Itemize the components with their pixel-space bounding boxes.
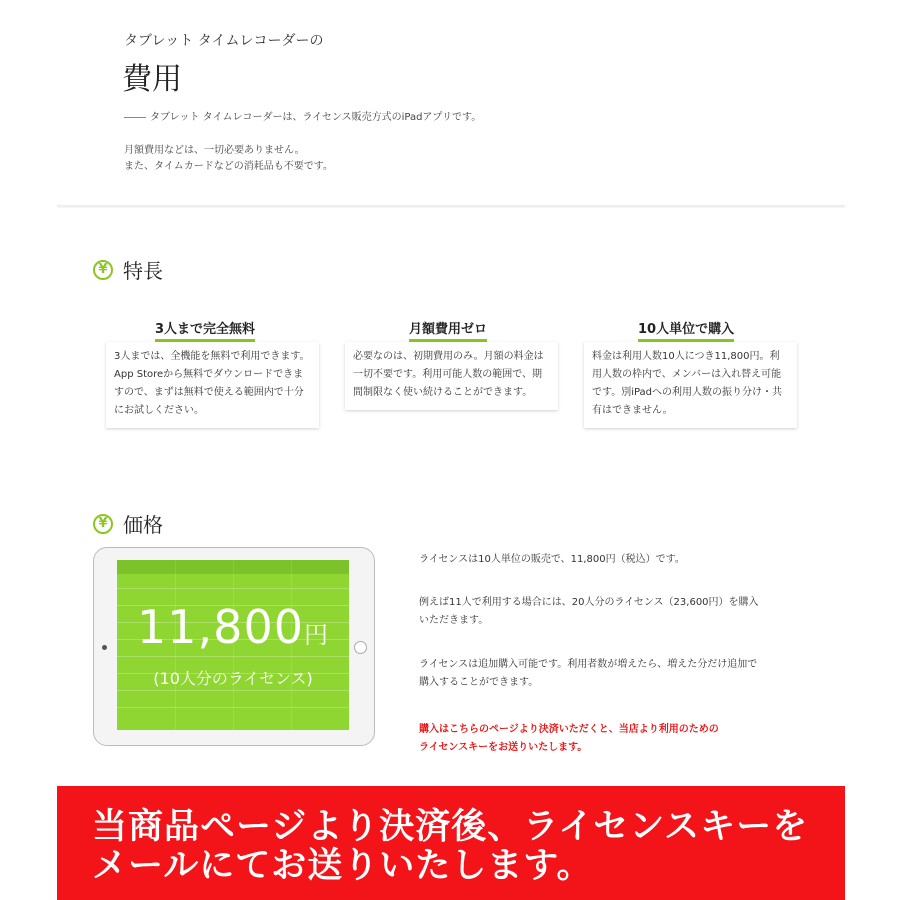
feature-card-10-units: 料金は利用人数10人につき11,800円。利用人数の枠内で、メンバーは入れ替え可能です。別iPadへの利用人数の振り分け・共有はできません。 (584, 342, 797, 428)
banner-text (92, 808, 808, 886)
yen-circle-icon: ¥ (93, 260, 113, 280)
intro-line-1: 月額費用などは、一切必要ありません。 (124, 145, 305, 156)
yen-circle-icon: ¥ (93, 514, 113, 534)
purchase-note-line-2: ライセンスキーをお送りいたします。 (419, 742, 588, 753)
section-divider (57, 205, 845, 208)
price-paragraph-3-line-2: 購入することができます。 (419, 677, 539, 688)
feature-card-free: 3人までは、全機能を無料で利用できます。App Storeから無料でダウンロードできますので、まずは無料で使える範囲内で十分にお試しください。 (106, 342, 319, 428)
tablet-price-amount (117, 600, 349, 654)
price-paragraph-2 (419, 594, 819, 630)
tablet-home-button-icon (354, 641, 367, 654)
tablet-price-caption: (10人分のライセンス) (153, 669, 313, 688)
license-key-banner (57, 786, 845, 900)
purchase-note (419, 721, 719, 757)
tablet-camera-icon (102, 645, 107, 650)
purchase-note-line-1: 購入はこちらのページより決済いただくと、当店より利用のための (419, 724, 719, 735)
intro-paragraph (124, 143, 333, 175)
dash-divider (124, 117, 146, 118)
intro-line-2: また、タイムカードなどの消耗品も不要です。 (124, 161, 333, 172)
price-paragraph-2-line-2: いただきます。 (419, 615, 489, 626)
page-title: 費用 (122, 62, 182, 97)
feature-title-no-monthly: 月額費用ゼロ (409, 318, 487, 342)
price-paragraph-3-line-1: ライセンスは追加購入可能です。利用者数が増えたら、増えた分だけ追加で (419, 659, 758, 670)
page-subtitle: タブレット タイムレコーダーの (124, 33, 324, 49)
lead-label: タブレット タイムレコーダーは、ライセンス販売方式のiPadアプリです。 (150, 112, 482, 123)
price-paragraph-1: ライセンスは10人単位の販売で、11,800円（税込）です。 (419, 554, 685, 565)
price-paragraph-2-line-1: 例えば11人で利用する場合には、20人分のライセンス（23,600円）を購入 (419, 597, 759, 608)
price-heading (93, 509, 163, 538)
features-heading (93, 255, 163, 284)
price-title: 価格 (123, 513, 163, 537)
lead-text (124, 108, 481, 123)
feature-card-no-monthly: 必要なのは、初期費用のみ。月額の料金は一切不要です。利用可能人数の範囲で、期間制限なく使い続けることができます。 (345, 342, 558, 410)
feature-title-free: 3人まで完全無料 (155, 318, 255, 342)
banner-line-2: メールにてお送りいたします。 (92, 846, 593, 886)
price-paragraph-3 (419, 656, 819, 692)
features-title: 特長 (123, 259, 163, 283)
banner-line-1: 当商品ページより決済後、ライセンスキーを (92, 807, 809, 847)
feature-title-10-units: 10人単位で購入 (638, 318, 734, 342)
price-currency: 円 (303, 621, 329, 649)
price-amount-number: 11,800 (137, 600, 304, 654)
